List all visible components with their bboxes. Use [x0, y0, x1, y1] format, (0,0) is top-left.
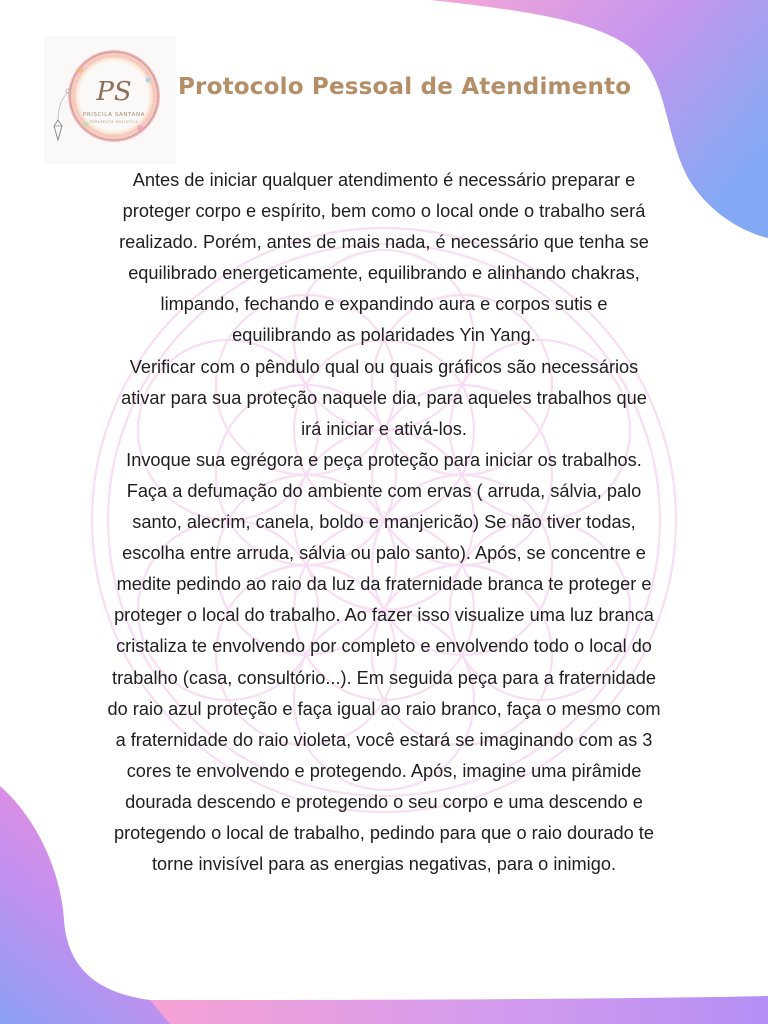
logo-monogram: PS	[96, 77, 132, 107]
body-line: cores te envolvendo e protegendo. Após, imagine uma pirâmide	[126, 760, 642, 781]
body-line: realizado. Porém, antes de mais nada, é necessário que tenha se	[119, 232, 649, 253]
body-line: Antes de iniciar qualquer atendimento é necessário preparar e	[132, 170, 636, 190]
body-line: do raio azul proteção e faça igual ao raio branco, faça o mesmo com	[107, 698, 661, 719]
body-line: Invoque sua egrégora e peça proteção para iniciar os trabalhos.	[126, 449, 642, 470]
body-text	[68, 165, 700, 880]
bottom-strip	[150, 996, 768, 1024]
body-line: equilibrado energeticamente, equilibrando e alinhando chakras,	[128, 263, 640, 284]
body-line: ativar para sua proteção naquele dia, para aqueles trabalhos que	[121, 387, 647, 408]
body-line: limpando, fechando e expandindo aura e corpos sutis e	[160, 294, 608, 315]
logo-tagline: TERAPEUTA HOLÍSTICA	[89, 120, 139, 124]
body-line: irá iniciar e ativá-los.	[301, 418, 467, 439]
body-line: equilibrando as polaridades Yin Yang.	[232, 325, 536, 346]
body-line: proteger corpo e espírito, bem como o local onde o trabalho será	[122, 201, 646, 222]
body-line: santo, alecrim, canela, boldo e manjericão) Se não tiver todas,	[132, 512, 636, 533]
body-line: Verificar com o pêndulo qual ou quais gráficos são necessários	[129, 356, 639, 377]
body-line: torne invisível para as energias negativas, para o inimigo.	[151, 854, 617, 875]
body-line: proteger o local do trabalho. Ao fazer isso visualize uma luz branca	[114, 605, 654, 626]
body-line: escolha entre arruda, sálvia ou palo santo). Após, se concentre e	[122, 543, 646, 564]
brand-logo	[44, 36, 176, 164]
document-title: Protocolo Pessoal de Atendimento	[178, 74, 632, 100]
body-line: protegendo o local de trabalho, pedindo para que o raio dourado te	[114, 822, 654, 843]
body-line: trabalho (casa, consultório...). Em seguida peça para a fraternidade	[112, 667, 656, 688]
body-line: medite pedindo ao raio da luz da fraternidade branca te proteger e	[116, 574, 652, 595]
body-line: a fraternidade do raio violeta, você estará se imaginando com as 3	[115, 729, 653, 750]
body-line: dourada descendo e protegendo o seu corpo e uma descendo e	[125, 791, 643, 812]
logo-name: PRISCILA SANTANA	[82, 112, 146, 118]
body-line: cristaliza te envolvendo por completo e envolvendo todo o local do	[116, 636, 652, 657]
body-line: Faça a defumação do ambiente com ervas ( arruda, sálvia, palo	[126, 480, 642, 501]
